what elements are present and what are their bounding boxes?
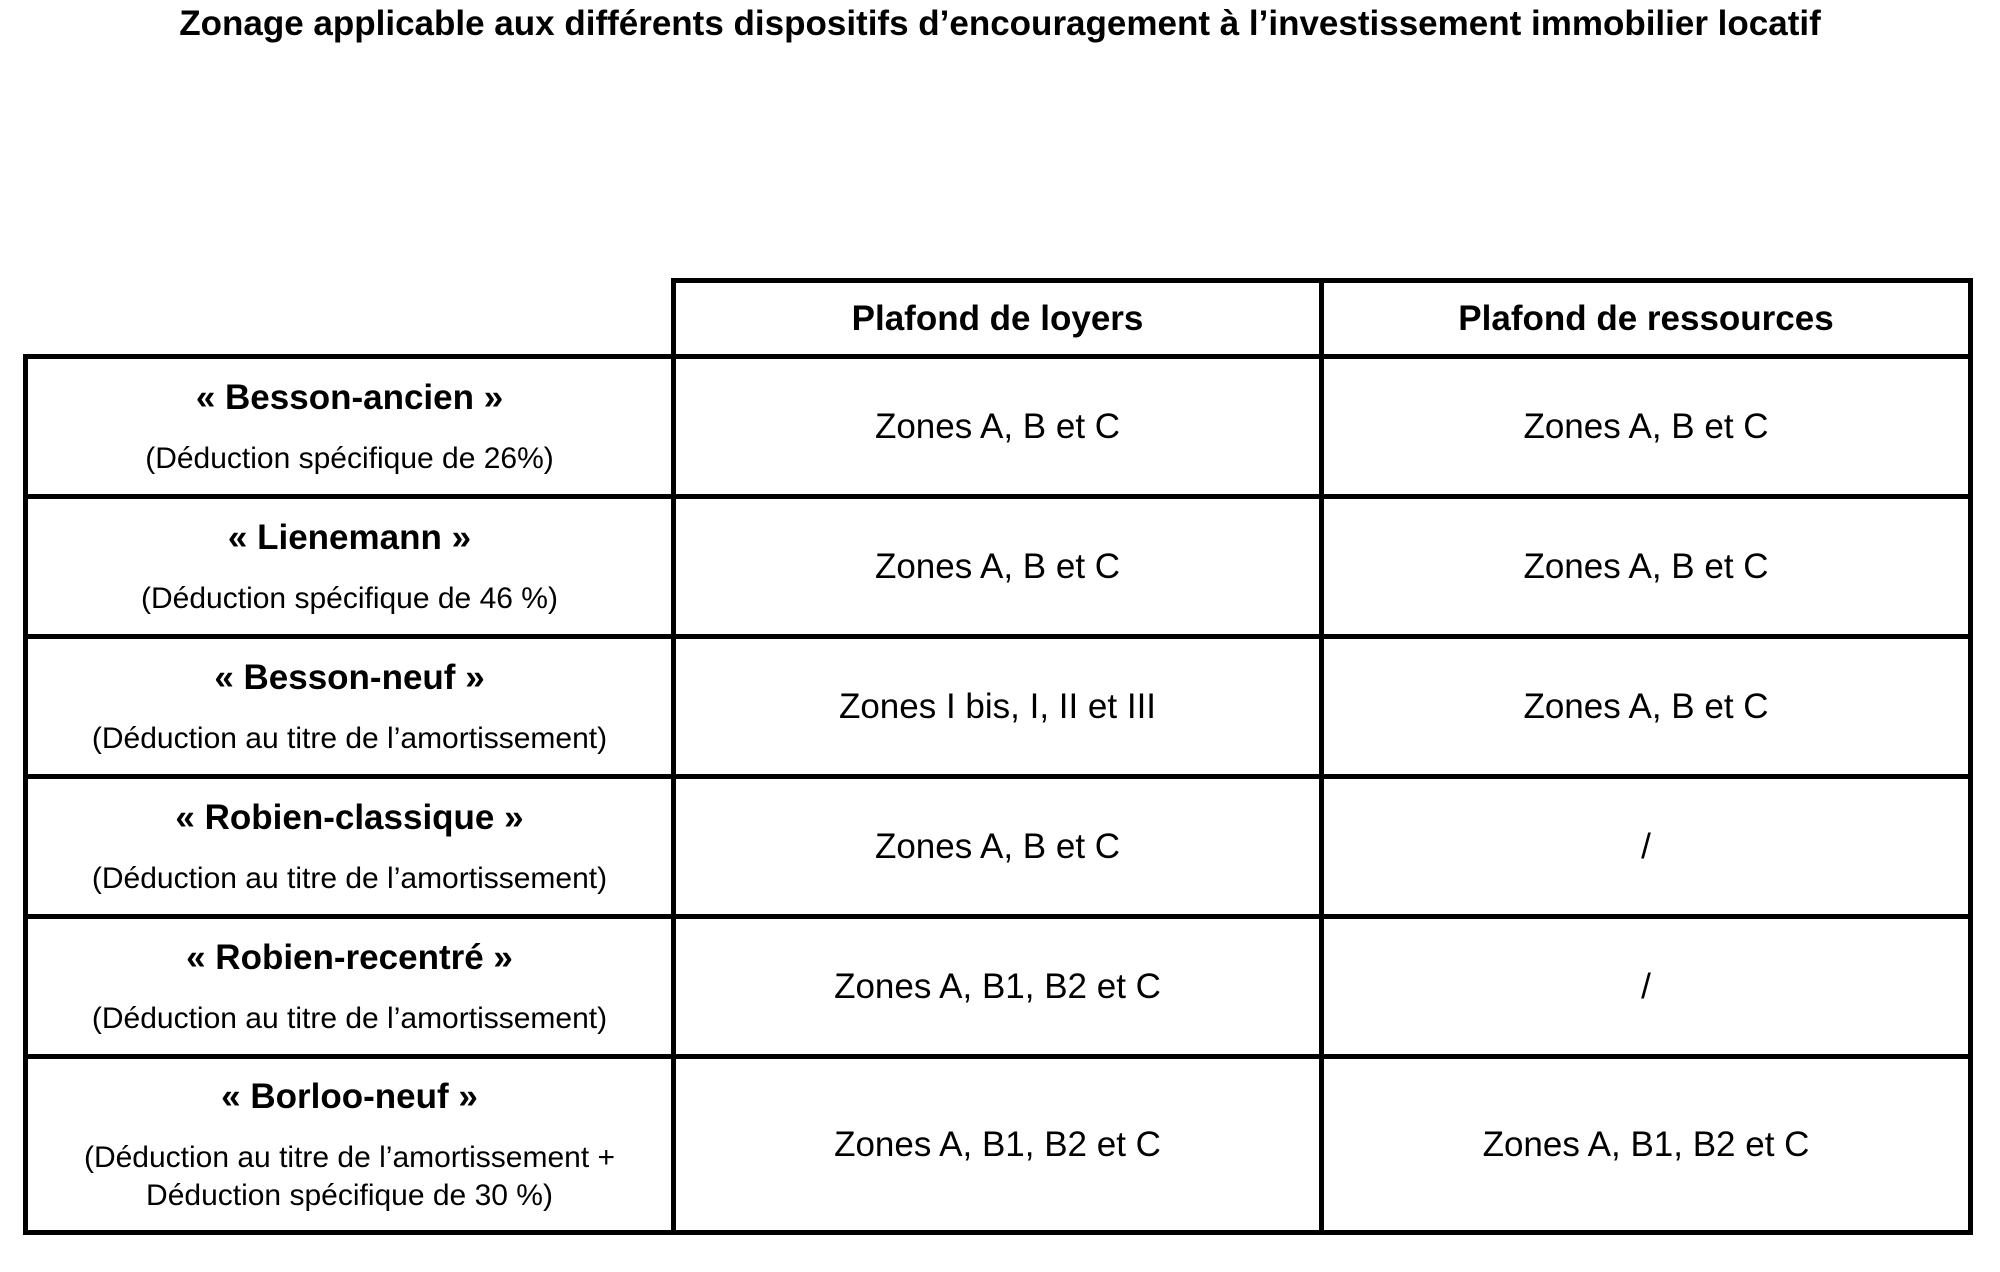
plafond-loyers-value: Zones A, B et C <box>674 357 1322 497</box>
dispositif-note <box>28 720 671 758</box>
dispositif-note-line: Déduction spécifique de 30 %) <box>146 1178 553 1212</box>
plafond-loyers-value: Zones A, B et C <box>674 777 1322 917</box>
plafond-ressources-value: / <box>1322 917 1971 1057</box>
dispositif-note <box>28 860 671 898</box>
page-title: Zonage applicable aux différents dispositifs d’encouragement à l’investissement immobilier locatif <box>179 4 1821 43</box>
plafond-loyers-value: Zones I bis, I, II et III <box>674 637 1322 777</box>
dispositif-note <box>28 580 671 618</box>
dispositif-cell <box>26 637 674 777</box>
plafond-loyers-value: Zones A, B et C <box>674 497 1322 637</box>
dispositif-cell <box>26 357 674 497</box>
header-plafond-loyers: Plafond de loyers <box>674 281 1322 357</box>
dispositif-cell <box>26 497 674 637</box>
dispositif-name: « Besson-ancien » <box>195 377 504 417</box>
plafond-loyers-value: Zones A, B1, B2 et C <box>674 917 1322 1057</box>
empty-corner-cell <box>26 281 674 357</box>
table-row <box>26 497 1971 637</box>
dispositif-cell <box>26 917 674 1057</box>
table-header-row <box>26 281 1971 357</box>
dispositif-name: « Borloo-neuf » <box>221 1076 478 1116</box>
dispositif-note-line: (Déduction spécifique de 26%) <box>145 441 554 475</box>
table-row <box>26 357 1971 497</box>
plafond-loyers-value: Zones A, B1, B2 et C <box>674 1057 1322 1233</box>
table-row <box>26 777 1971 917</box>
dispositif-cell <box>26 1057 674 1233</box>
dispositif-note-line: (Déduction au titre de l’amortissement) <box>91 861 608 895</box>
dispositif-name: « Robien-recentré » <box>186 937 513 977</box>
table-row <box>26 917 1971 1057</box>
dispositif-note <box>28 1000 671 1038</box>
dispositif-cell <box>26 777 674 917</box>
dispositif-note-line: (Déduction au titre de l’amortissement + <box>83 1140 616 1174</box>
header-plafond-ressources: Plafond de ressources <box>1322 281 1971 357</box>
plafond-ressources-value: Zones A, B et C <box>1322 637 1971 777</box>
plafond-ressources-value: / <box>1322 777 1971 917</box>
dispositif-note <box>28 1139 671 1215</box>
dispositif-note-line: (Déduction au titre de l’amortissement) <box>91 1001 608 1035</box>
dispositif-name: « Lienemann » <box>227 517 472 557</box>
plafond-ressources-value: Zones A, B1, B2 et C <box>1322 1057 1971 1233</box>
dispositif-note <box>28 440 671 478</box>
dispositif-name: « Robien-classique » <box>175 797 524 837</box>
zonage-table <box>23 278 1973 1235</box>
table-row <box>26 1057 1971 1233</box>
plafond-ressources-value: Zones A, B et C <box>1322 357 1971 497</box>
plafond-ressources-value: Zones A, B et C <box>1322 497 1971 637</box>
dispositif-note-line: (Déduction spécifique de 46 %) <box>141 581 558 615</box>
table-row <box>26 637 1971 777</box>
dispositif-name: « Besson-neuf » <box>214 657 485 697</box>
dispositif-note-line: (Déduction au titre de l’amortissement) <box>91 721 608 755</box>
